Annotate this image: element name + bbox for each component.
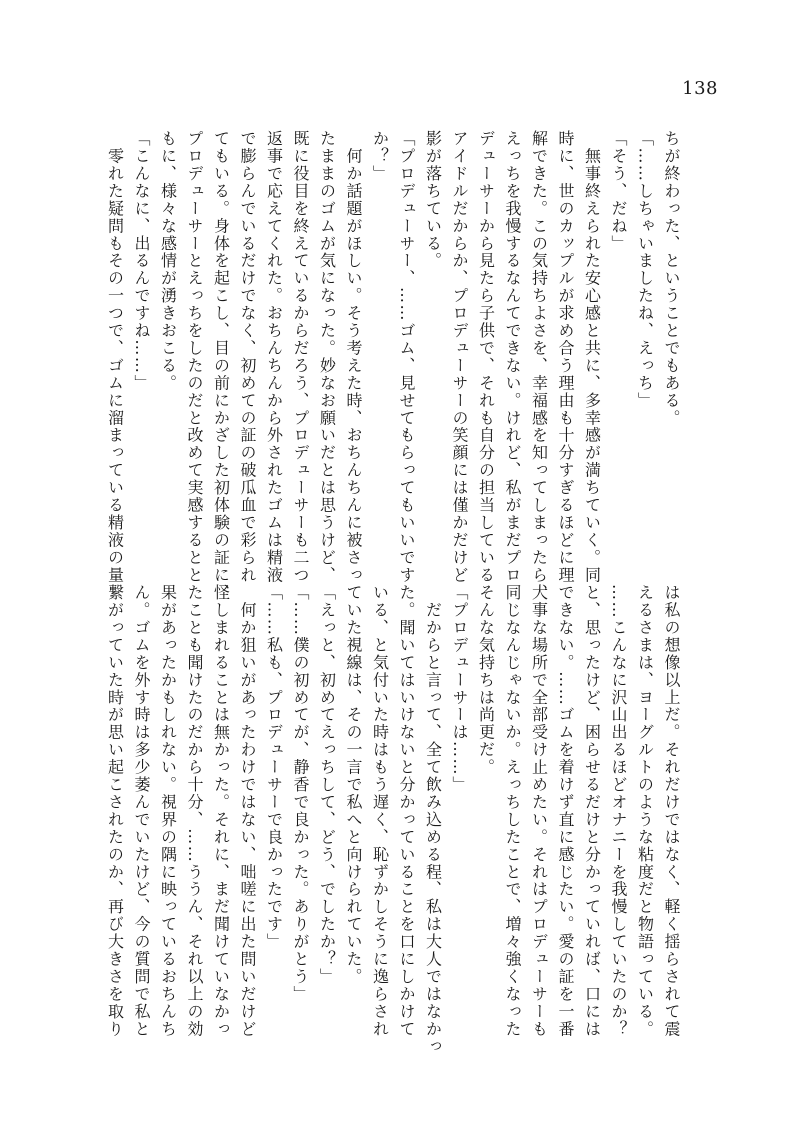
text-line: た。聞いてはいけないと分かっていることを口にしかけて [397, 584, 416, 1038]
text-line: は私の想像以上だ。それだけではなく、軽く揺らされて震 [662, 584, 681, 1038]
text-line: 「……僕の初めてが、静香で良かった。ありがとう」 [291, 584, 310, 1003]
text-line: 同じなんじゃないか。えっちしたことで、増々強くなった [503, 584, 522, 1038]
text-line: 零れた疑問もその一つで、ゴムに溜まっている精液の量 [105, 130, 125, 584]
text-line: てもいる。身体を起こし、目の前にかざした初体験の証に、 [211, 130, 231, 602]
text-line: 「プロデューサー、……ゴム、見せてもらってもいいです [397, 130, 416, 584]
text-line: で膨らんでいるだけでなく、初めての証の破瓜血で彩られ [238, 130, 257, 584]
text-line: ていた視線は、その一言で私へと向けられていた。 [344, 584, 363, 986]
text-line: たままのゴムが気になった。妙なお願いだとは思うけど、 [317, 130, 337, 584]
text-line: か？」 [370, 130, 390, 183]
text-line: もに、様々な感情が湧きおこる。 [158, 130, 178, 392]
text-line: 「……しちゃいましたね、えっち」 [635, 130, 655, 410]
text-line: アイドルだからか、プロデューサーの笑顔には僅かだけど [450, 130, 469, 584]
text-line: 「プロデューサーは……」 [450, 584, 469, 794]
text-line: えっちを我慢するなんてできない。けれど、私がまだプロ [503, 130, 522, 584]
text-line: 無事終えられた安心感と共に、多幸感が満ちていく。同 [582, 130, 602, 584]
text-line: 「こんなに、出るんですね……」 [132, 130, 151, 392]
text-line: 怪しまれることは無かった。それに、まだ聞けていなかっ [211, 584, 231, 1038]
text-line: たことも聞けたのだから十分、……ううん、それ以上の効 [185, 584, 204, 1038]
text-line: 解できた。この気持ちよさを、幸福感を知ってしまったら、 [529, 130, 549, 602]
text-column-lower [105, 584, 684, 1056]
text-line: 繋がっていた時が思い起こされたのか、再び大きさを取り [105, 584, 125, 1038]
text-line: 既に役目を終えているからだろう、プロデューサーも二つ [291, 130, 310, 584]
text-line: いる、と気付いた時はもう遅く、恥ずかしそうに逸らされ [370, 584, 390, 1038]
text-line: ん。ゴムを外す時は多少萎んでいたけど、今の質問で私と [132, 584, 151, 1038]
text-line: プロデューサーとえっちをしたのだと改めて実感するとと [185, 130, 204, 584]
text-line: 「……私も、プロデューサーで良かったです」 [264, 584, 284, 951]
text-line: 影が落ちている。 [423, 130, 443, 270]
text-line: 「そう、だね」 [609, 130, 628, 253]
text-line: 果があったかもしれない。視界の隅に映っているおちんち [158, 584, 178, 1038]
text-line: ちが終わった、ということでもある。 [662, 130, 681, 427]
text-line: だからと言って、全て飲み込める程、私は大人ではなかっ [423, 584, 443, 1056]
text-column-upper [105, 130, 684, 602]
text-line: と、思ったけど、困らせるだけと分かっていれば、口には [582, 584, 602, 1038]
page-number: 138 [682, 78, 718, 99]
text-line: デューサーから見たら子供で、それも自分の担当している [476, 130, 496, 584]
text-line: できない。……ゴムを着けず直に感じたい。愛の証を一番 [556, 584, 575, 1038]
text-line: 時に、世のカップルが求め合う理由も十分すぎるほどに理 [556, 130, 575, 584]
text-line: 返事で応えてくれた。おちんちんから外されたゴムは精液 [264, 130, 284, 584]
text-line: 大事な場所で全部受け止めたい。それはプロデューサーも [529, 584, 549, 1038]
text-line: そんな気持ちは尚更だ。 [476, 584, 496, 776]
text-line: 「えっと、初めてえっちして、どう、でしたか？」 [317, 584, 337, 986]
text-line: ……こんなに沢山出るほどオナニーを我慢していたのか？ [609, 584, 628, 1038]
text-line: 何か話題がほしい。そう考えた時、おちんちんに被さっ [344, 130, 363, 584]
text-line: えるさまは、ヨーグルトのような粘度だと物語っている。 [635, 584, 655, 1038]
text-line: 何か狙いがあったわけではない、咄嗟に出た問いだけど [238, 584, 257, 1038]
